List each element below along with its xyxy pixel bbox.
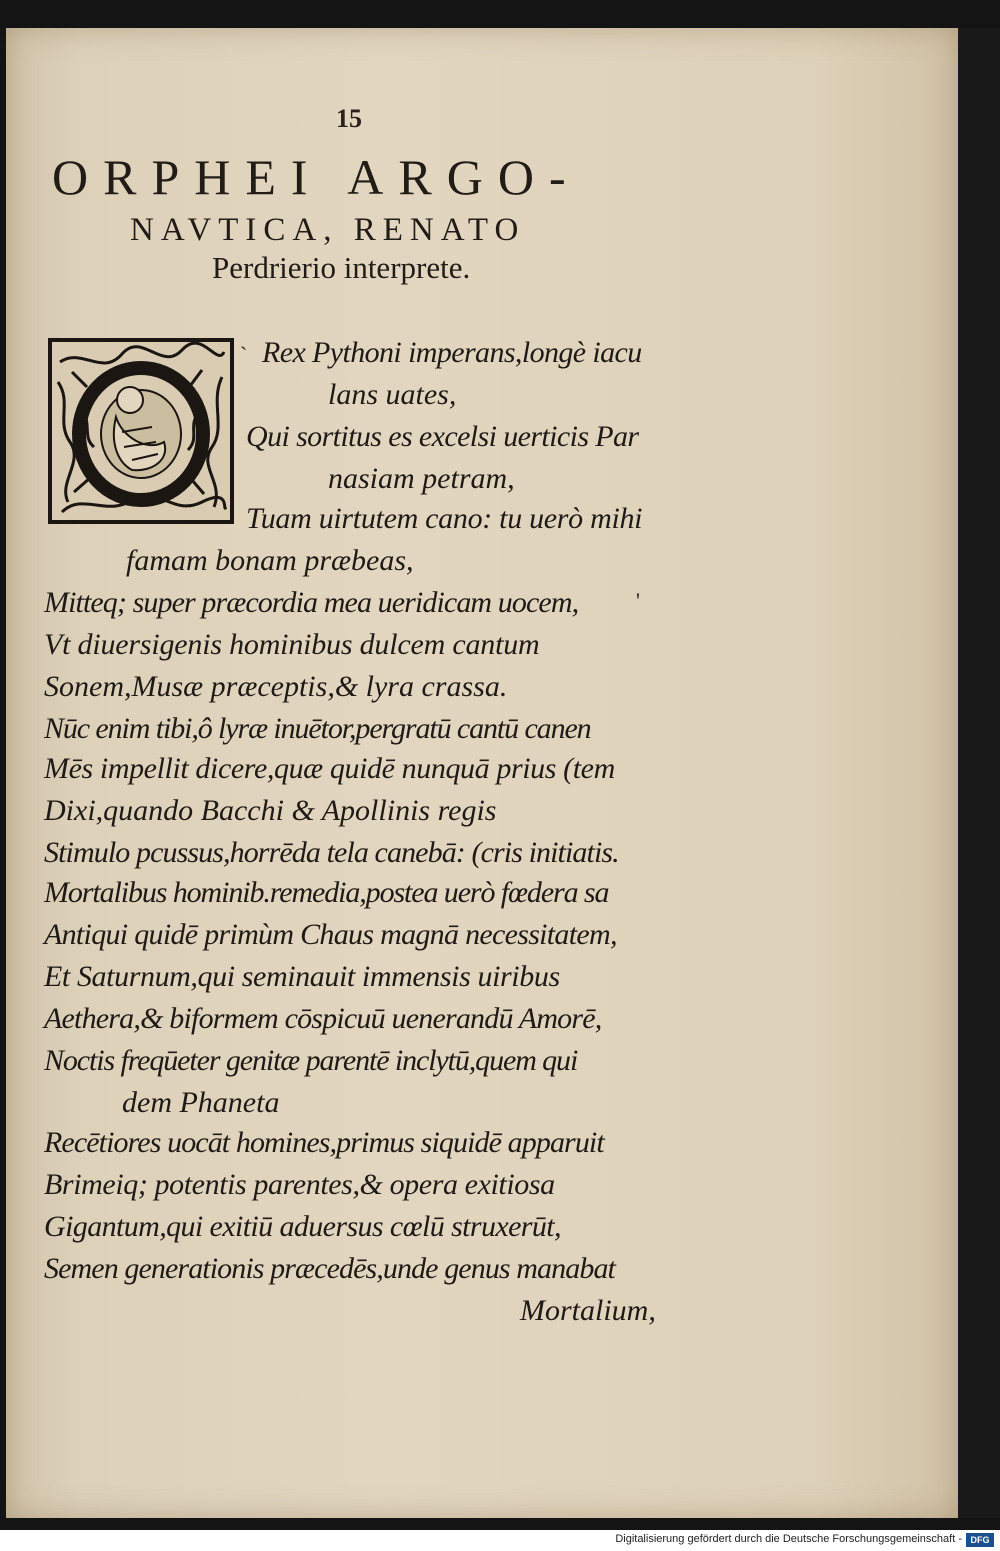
decorated-initial-o-woodcut [48, 338, 234, 524]
text-line: Rex Pythoni imperans,longè iacu [262, 336, 642, 369]
text-line: Mēs impellit dicere,quæ quidē nunquā prius (tem [44, 752, 615, 785]
title-line-2: NAVTICA, RENATO [130, 212, 526, 248]
text-line: Dixi,quando Bacchi & Apollinis regis [44, 794, 497, 827]
text-line: Mortalibus hominib.remedia,postea uerò fœdera sa [44, 876, 609, 909]
text-line: Et Saturnum,qui seminauit immensis uiribus [44, 960, 560, 993]
text-line: lans uates, [328, 378, 457, 411]
text-line: Mitteq; super præcordia mea ueridicam uocem, [44, 586, 579, 619]
text-line: famam bonam præbeas, [126, 544, 414, 577]
text-line: Brimeiq; potentis parentes,& opera exitiosa [44, 1168, 555, 1201]
woodcut-illustration [52, 342, 230, 520]
dfg-logo: DFG [966, 1533, 994, 1547]
text-line: Stimulo pcussus,horrēda tela canebā: (cris initiatis. [44, 836, 619, 869]
text-line: Aethera,& biformem cōspicuū uenerandū Amorē, [44, 1002, 602, 1035]
text-line: Gigantum,qui exitiū aduersus cœlū struxerūt, [44, 1210, 561, 1243]
text-line: Recētiores uocāt homines,primus siquidē apparuit [44, 1126, 604, 1159]
page-edge-shadow [958, 28, 1000, 1518]
title-line-1: ORPHEI ARGO- [52, 149, 581, 205]
page-number: 15 [336, 104, 362, 133]
title-line-3: Perdrierio interprete. [212, 250, 471, 285]
text-line: Sonem,Musæ præceptis,& lyra crassa. [44, 670, 508, 703]
margin-mark: ` [240, 342, 248, 367]
text-line: Semen generationis præcedēs,unde genus manabat [44, 1252, 615, 1285]
text-line: Antiqui quidē primùm Chaus magnā necessitatem, [44, 918, 617, 951]
funding-credit: Digitalisierung gefördert durch die Deutsche Forschungsgemeinschaft - [615, 1533, 962, 1545]
text-line: Tuam uirtutem cano: tu uerò mihi [246, 502, 643, 535]
margin-mark: ' [636, 588, 640, 613]
text-line: Mortalium, [520, 1294, 656, 1327]
footer-bar [0, 1530, 1000, 1551]
text-line: Noctis freqūeter genitæ parentē inclytū,quem qui [44, 1044, 578, 1077]
text-line: Nūc enim tibi,ô lyræ inuētor,pergratū cantū canen [44, 712, 591, 745]
text-line: nasiam petram, [328, 462, 515, 495]
text-line: dem Phaneta [122, 1086, 280, 1119]
text-line: Vt diuersigenis hominibus dulcem cantum [44, 628, 540, 661]
text-line: Qui sortitus es excelsi uerticis Par [246, 420, 639, 453]
